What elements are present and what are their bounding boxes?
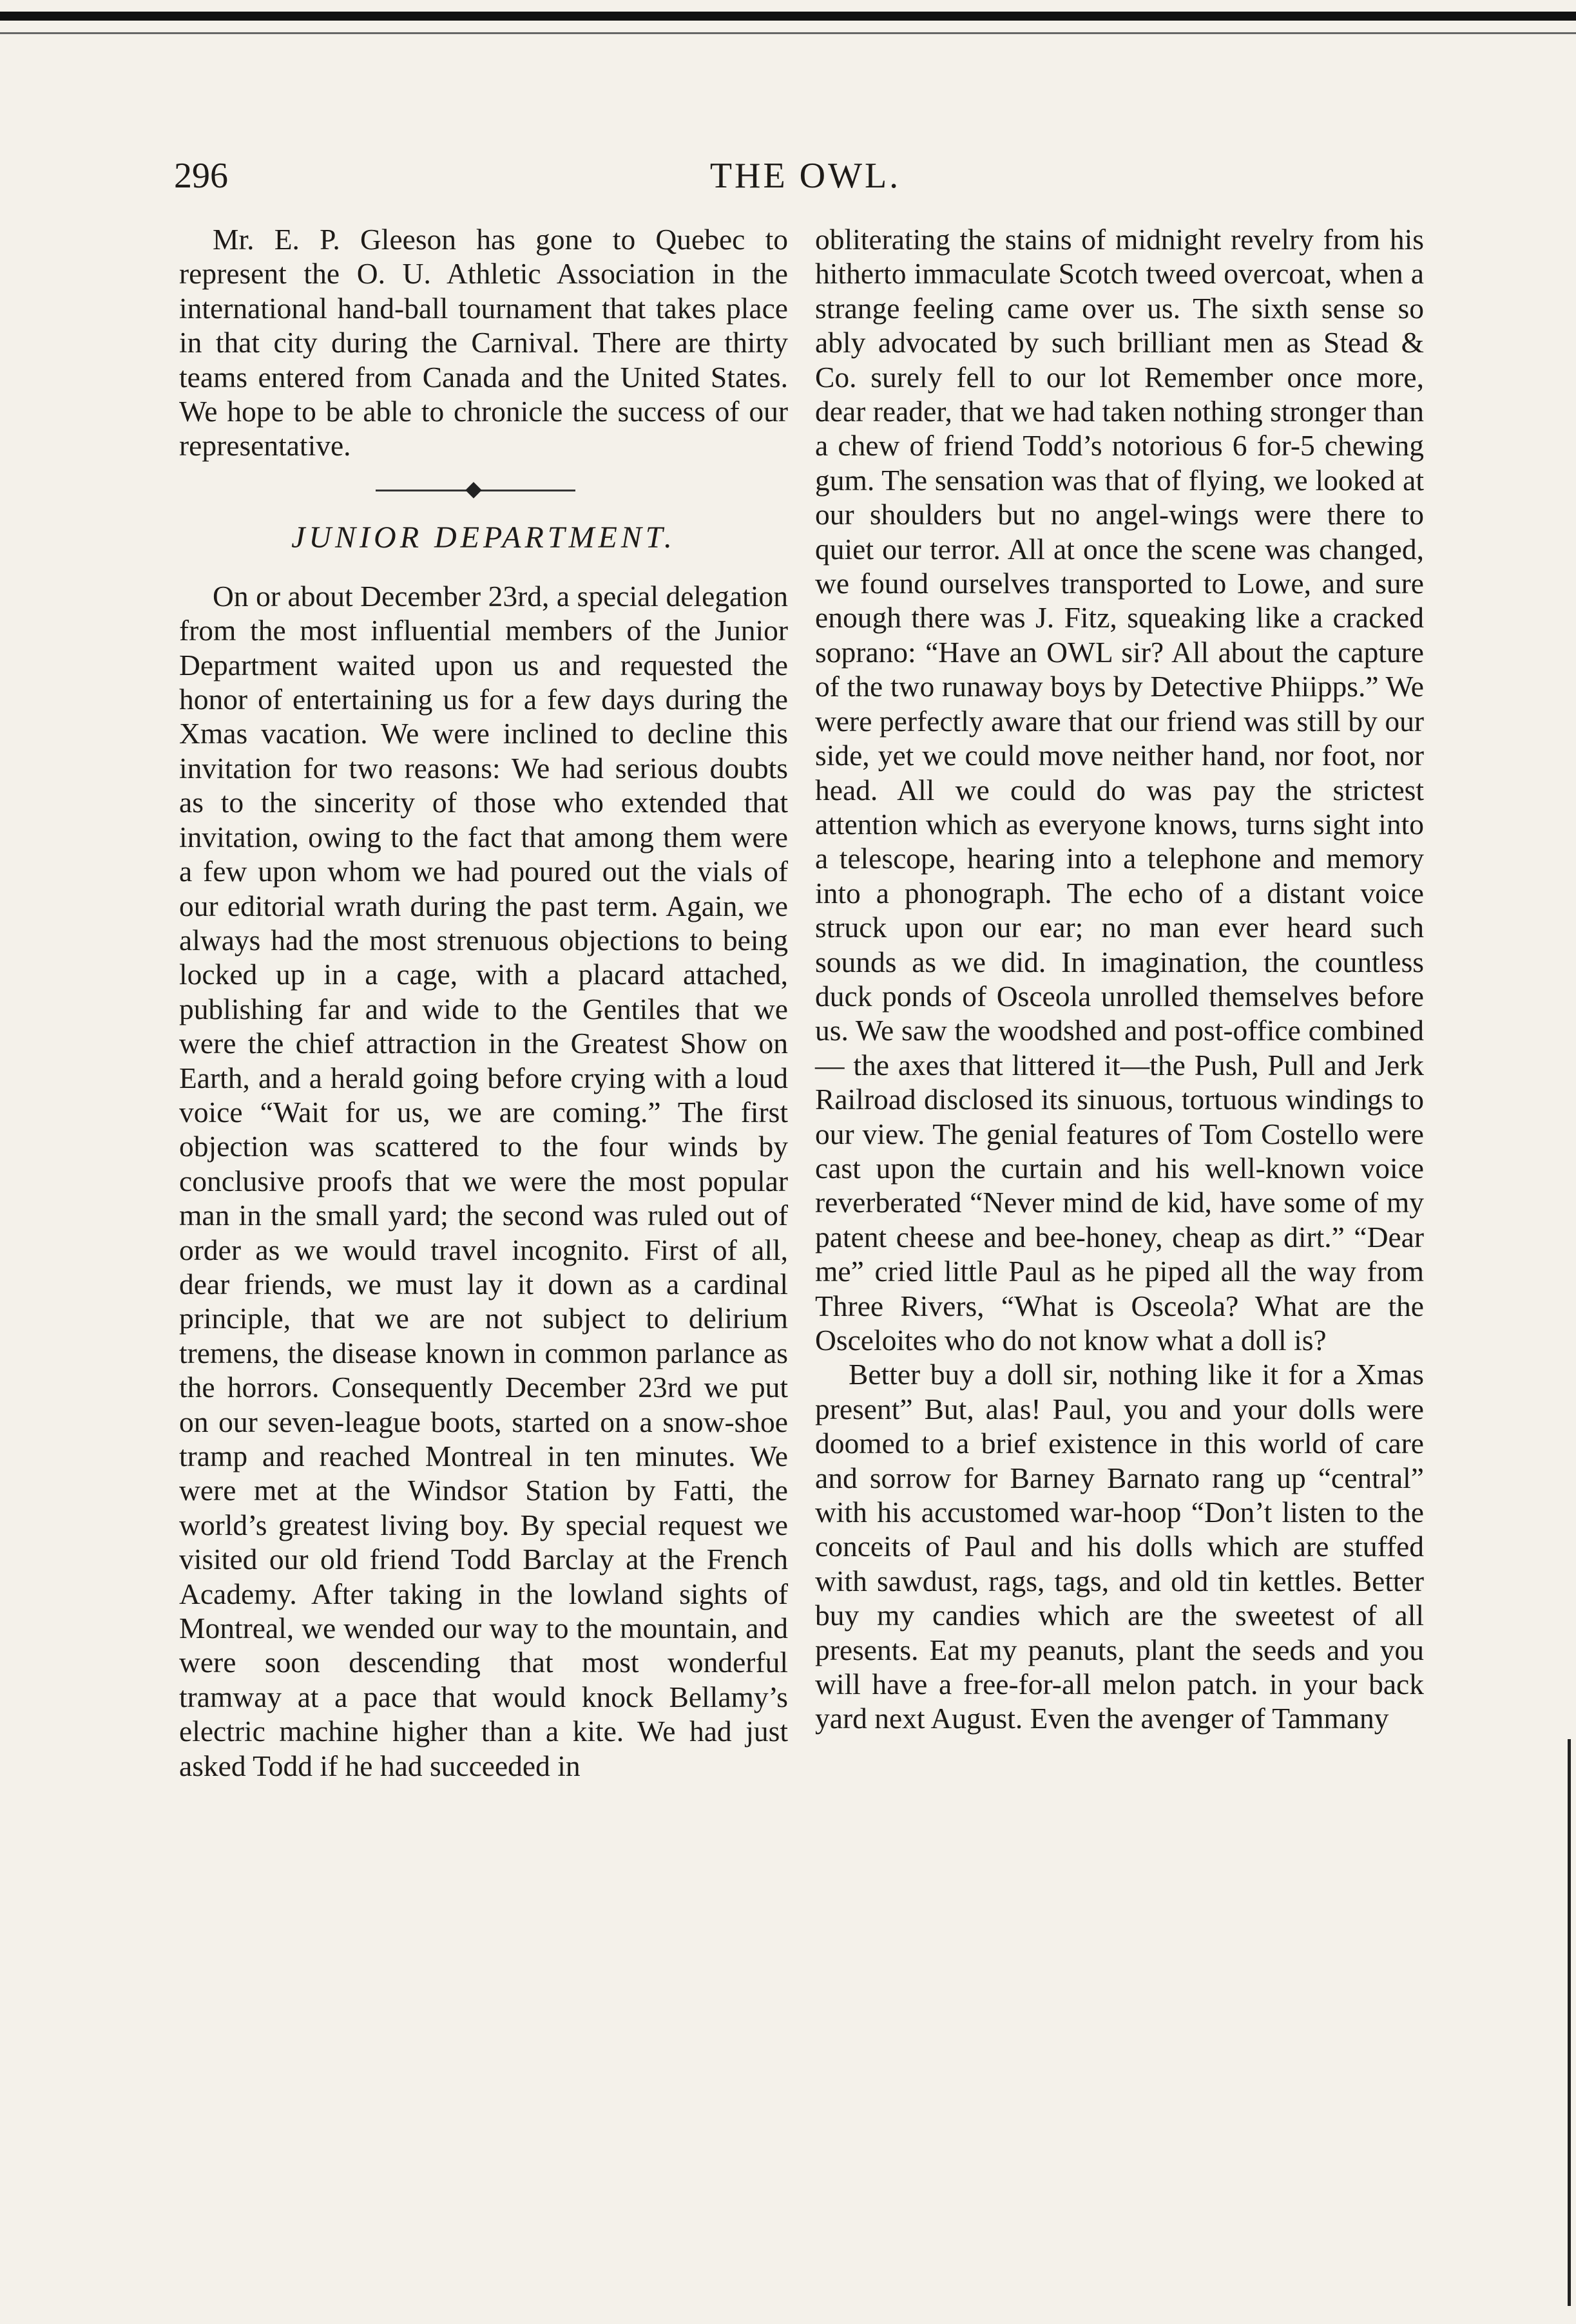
top-rule	[0, 12, 1576, 21]
divider-diamond	[465, 482, 481, 498]
right-column	[815, 222, 1424, 1736]
section-divider	[179, 477, 788, 503]
top-rule-thin	[0, 32, 1576, 34]
page-number: 296	[174, 156, 228, 196]
running-title: THE OWL.	[709, 156, 901, 196]
page-header	[174, 147, 1437, 205]
left-column	[179, 222, 788, 1783]
page-edge-mark	[1568, 1739, 1571, 2306]
gleeson-paragraph: Mr. E. P. Gleeson has gone to Quebec to represent the O. U. Athletic Association in the international hand-ball tournament that takes place in that city during the Carnival. There are thirty teams entered from Canada and the United States. We hope to be able to chronicle the success of our representative.	[179, 223, 788, 462]
junior-department-paragraph: On or about December 23rd, a special delegation from the most influential members of the Junior Department waited upon us and requested the honor of entertaining us for a few days during the Xmas vacation. We were inclined to decline this invitation for two reasons: We had serious doubts as to the sincerity of those who extended that invitation, owing to the fact that among them were a few upon whom we had poured out the vials of our editorial wrath during the past term. Again, we always had the most strenuous objections to being locked up in a cage, with a placard attached, publishing far and wide to the Gentiles that we were the chief attraction in the Greatest Show on Earth, and a herald going before crying with a loud voice “Wait for us, we are coming.” The first objection was scattered to the four winds by conclusive proofs that we were the most popular man in the small yard; the second was ruled out of order as we would travel incognito. First of all, dear friends, we must lay it down as a cardinal principle, that we are not subject to delirium tremens, the disease known in common parlance as the horrors. Consequently December 23rd we put on our seven-league boots, started on a snow-shoe tramp and reached Montreal in ten minutes. We were met at the Windsor Station by Fatti, the world’s greatest living boy. By special request we visited our old friend Todd Barclay at the French Academy. After taking in the lowland sights of Montreal, we wended our way to the mountain, and were soon descending that most wonderful tramway at a pace that would knock Bellamy’s electric machine higher than a kite. We had just asked Todd if he had succeeded in	[179, 579, 788, 1782]
section-heading: JUNIOR DEPARTMENT.	[291, 520, 676, 555]
doll-paragraph: Better buy a doll sir, nothing like it for a Xmas present” But, alas! Paul, you and your dolls were doomed to a brief existence in this world of care and sorrow for Barney Barnato rang up “central” with his accustomed war-hoop “Don’t listen to the conceits of Paul and his dolls which are stuffed with sawdust, rags, tags, and old tin kettles. Better buy my candies which are the sweetest of all presents. Eat my peanuts, plant the seeds and you will have a free-for-all melon patch. in your back yard next August. Even the avenger of Tammany	[815, 1358, 1424, 1735]
continued-paragraph: obliterating the stains of midnight revelry from his hitherto immaculate Scotch tweed overcoat, when a strange feeling came over us. The sixth sense so ably advocated by such brilliant men as Stead & Co. surely fell to our lot Remember once more, dear reader, that we had taken nothing stronger than a chew of friend Todd’s notorious 6 for-5 chewing gum. The sensation was that of flying, we looked at our shoulders but no angel-wings were there to quiet our terror. All at once the scene was changed, we found ourselves transported to Lowe, and sure enough there was J. Fitz, squeaking like a cracked soprano: “Have an OWL sir? All about the capture of the two runaway boys by Detective Phiipps.” We were perfectly aware that our friend was still by our side, yet we could move neither hand, nor foot, nor head. All we could do was pay the strictest attention which as everyone knows, turns sight into a telescope, hearing into a telephone and memory into a phonograph. The echo of a distant voice struck upon our ear; no man ever heard such sounds as we did. In imagination, the countless duck ponds of Osceola unrolled themselves before us. We saw the woodshed and post-office combined— the axes that littered it—the Push, Pull and Jerk Railroad disclosed its sinuous, tortuous windings to our view. The genial features of Tom Costello were cast upon the curtain and his well-known voice reverberated “Never mind de kid, have some of my patent cheese and bee-honey, cheap as dirt.” “Dear me” cried little Paul as he piped all the way from Three Rivers, “What is Osceola? What are the Osceloites who do not know what a doll is?	[815, 223, 1424, 1357]
